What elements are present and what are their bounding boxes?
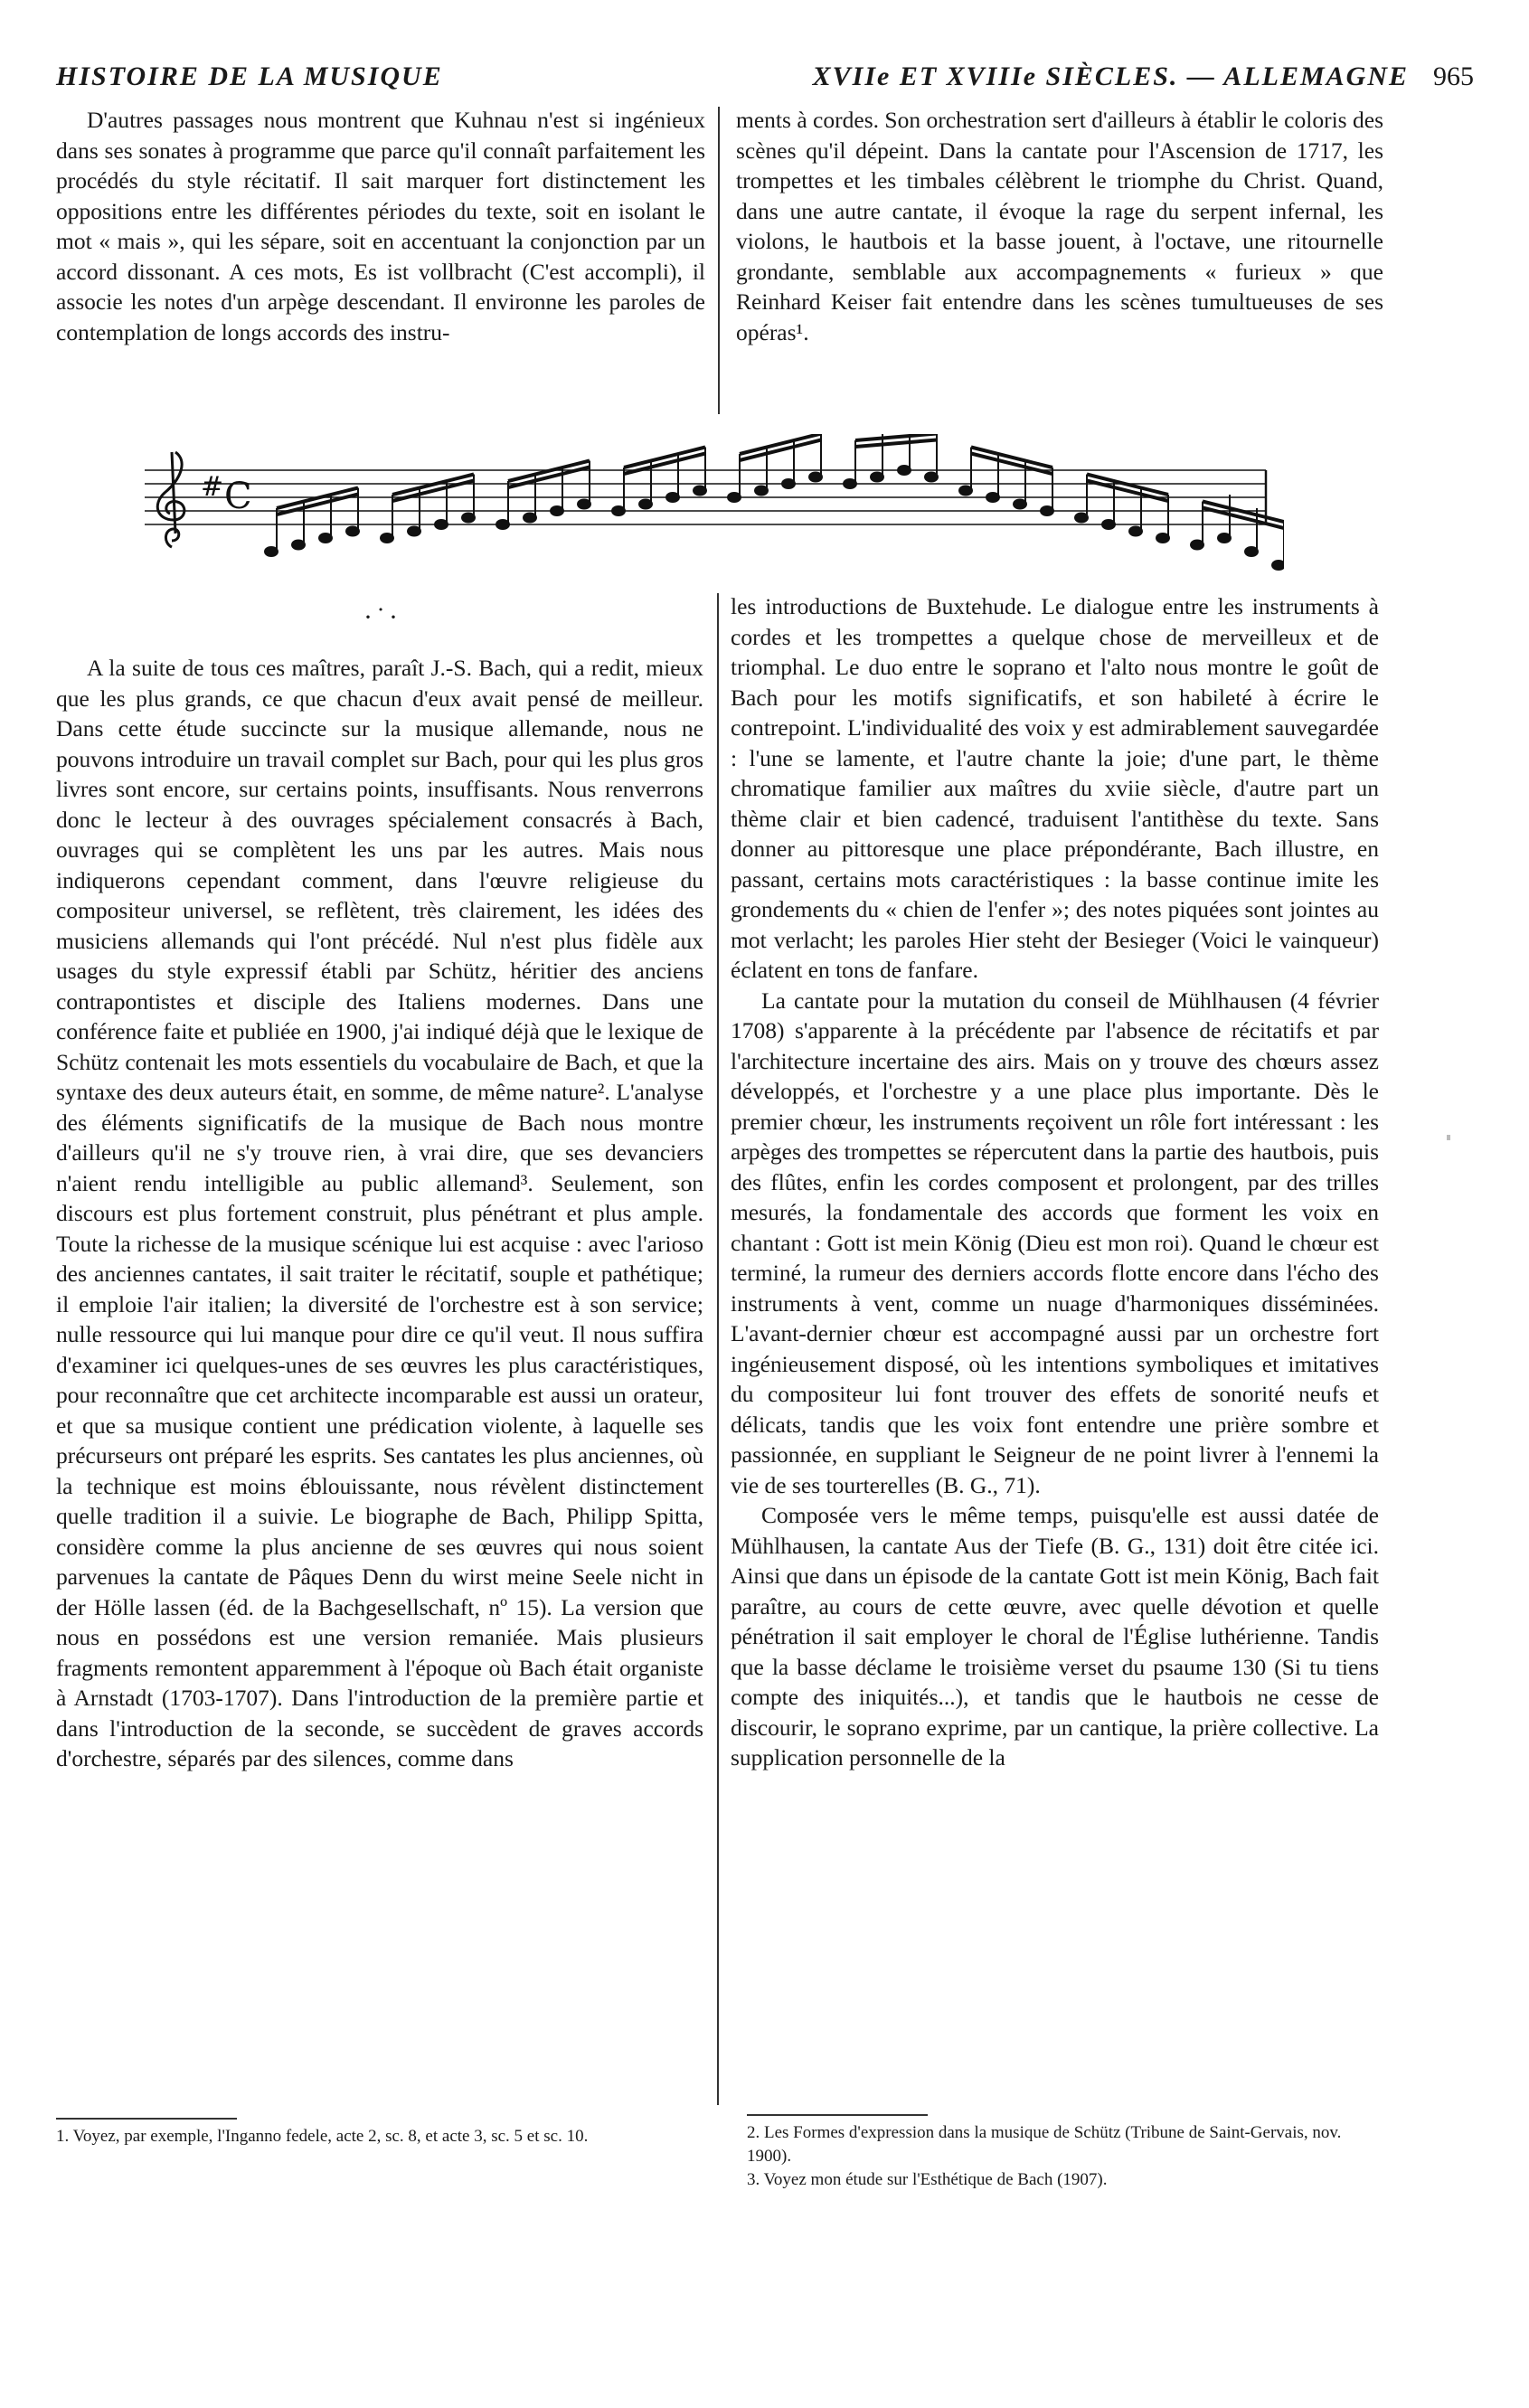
music-note bbox=[1245, 547, 1258, 556]
music-note bbox=[959, 486, 972, 496]
column-right-top bbox=[736, 105, 1383, 347]
column-left-main bbox=[56, 653, 703, 1774]
music-note bbox=[1272, 561, 1284, 570]
section-separator: ·˙· bbox=[363, 602, 401, 632]
column-left-top bbox=[56, 105, 705, 347]
music-note bbox=[1218, 534, 1231, 543]
music-note bbox=[809, 473, 822, 482]
music-note bbox=[728, 493, 741, 502]
music-note bbox=[551, 506, 563, 515]
music-note bbox=[265, 547, 278, 556]
music-note bbox=[462, 514, 475, 523]
music-note bbox=[1129, 527, 1142, 536]
paragraph-aus-der-tiefe: Composée vers le même temps, puisqu'elle est aussi datée de Mühlhausen, la cantate Aus der Tiefe (B. G., 131) doit être citée ici. Ainsi que dans un épisode de la cantate Gott ist mein König, Bach fait paraître, au cours de cette œuvre, avec quelle dévotion et quelle pénétration il sait employer le choral de l'Église luthérienne. Tandis que la basse déclame le troisième verset du psaume 130 (Si tu tiens compte des iniquités...), et tandis que le hautbois ne cesse de discourir, le soprano exprime, par un cantique, la prière collective. La supplication personnelle de la bbox=[731, 1502, 1379, 1771]
music-note bbox=[1156, 534, 1169, 543]
music-note bbox=[524, 514, 536, 523]
music-note bbox=[694, 486, 706, 496]
music-note bbox=[871, 473, 883, 482]
header-title-left: HISTOIRE DE LA MUSIQUE bbox=[56, 61, 443, 91]
music-note bbox=[639, 500, 652, 509]
music-note bbox=[986, 493, 999, 502]
footnote-2: 2. Les Formes d'expression dans la musique de Schütz (Tribune de Saint-Gervais, nov. 1900). bbox=[747, 2123, 1342, 2166]
music-note bbox=[292, 541, 305, 550]
margin-mark bbox=[1447, 1135, 1450, 1140]
column-rule-main bbox=[717, 593, 719, 2105]
footnote-rule-right bbox=[747, 2114, 928, 2116]
music-note bbox=[782, 479, 795, 488]
music-note bbox=[666, 493, 679, 502]
footnote-rule-left bbox=[56, 2118, 237, 2120]
page-number: 965 bbox=[1433, 61, 1474, 91]
music-note bbox=[346, 527, 359, 536]
music-note bbox=[1014, 500, 1026, 509]
music-note bbox=[898, 466, 911, 475]
svg-text:#: # bbox=[201, 471, 224, 503]
column-rule-top bbox=[718, 107, 720, 414]
music-note bbox=[435, 520, 448, 529]
footnote-left bbox=[56, 2125, 703, 2148]
music-note bbox=[1041, 506, 1053, 515]
music-note bbox=[381, 534, 393, 543]
music-note bbox=[925, 473, 938, 482]
svg-text:C: C bbox=[224, 476, 252, 517]
music-note bbox=[612, 506, 625, 515]
music-note bbox=[1075, 514, 1088, 523]
music-note bbox=[578, 500, 590, 509]
paragraph-buxtehude: les introductions de Buxtehude. Le dialogue entre les instruments à cordes et les trompettes a quelque chose de merveilleux et de triomphal. Le duo entre le soprano et l'alto nous montre le goût de Bach pour les motifs significatifs, et son habileté à écrire le contrepoint. L'individualité des voix y est admirablement sauvegardée : l'une se lamente, et l'autre chante la joie; d'une part, le thème chromatique familier aux maîtres du xviie siècle, d'autre part un thème clair et bien cadencé, traduisent l'antithèse du texte. Sans donner au pittoresque une place prépondérante, Bach illustre, en passant, certains mots caractéristiques : la basse continue imite les grondements du « chien de l'enfer »; des notes piquées sont jointes au mot verlacht; les paroles Hier steht der Besieger (Voici le vainqueur) éclatent en tons de fanfare. bbox=[731, 593, 1379, 983]
footnote-right bbox=[747, 2121, 1380, 2192]
music-note bbox=[408, 527, 420, 536]
music-note bbox=[755, 486, 768, 496]
paragraph-kuhnau: D'autres passages nous montrent que Kuhnau n'est si ingénieux dans ses sonates à programme que parce qu'il connaît parfaitement les procédés du style récitatif. Il sait marquer fort distinctement les oppositions entre les différentes périodes du texte, soit en isolant le mot « mais », qui les sépare, soit en accentuant la conjonction par un accord dissonant. A ces mots, Es ist vollbracht (C'est accompli), il associe les notes d'un arpège descendant. Il environne les paroles de contemplation de longs accords des instru- bbox=[56, 107, 705, 345]
paragraph-muhlhausen: La cantate pour la mutation du conseil de Mühlhausen (4 février 1708) s'apparente à la précédente par l'absence de récitatifs et par l'architecture incertaine des airs. Mais on y trouve des chœurs assez développés, et l'orchestre y a une place plus importante. Dès le premier chœur, les instruments reçoivent un rôle fort intéressant : les arpèges des trompettes se répercutent dans la partie des hautbois, puis des flûtes, enfin les cordes composent et prolongent, par des trilles mesurés, la fondamentale des accords que forment les voix en chantant : Gott ist mein König (Dieu est mon roi). Quand le chœur est terminé, la rumeur des derniers accords flotte encore dans l'écho des instruments à vent, comme un nuage d'harmoniques disséminées. L'avant-dernier chœur est accompagné aussi par un orchestre fort ingénieusement disposé, où les intentions symboliques et imitatives du compositeur lui font trouver des effets de sonorité neufs et délicats, tandis que les voix font entendre une prière sombre et passionnée, en suppliant le Seigneur de ne point livrer à l'ennemi la vie de ses tourterelles (B. G., 71). bbox=[731, 987, 1379, 1498]
header-title-right: XVIIe ET XVIIIe SIÈCLES. — ALLEMAGNE bbox=[812, 61, 1409, 91]
music-note bbox=[844, 479, 856, 488]
music-note bbox=[1102, 520, 1115, 529]
column-right-main bbox=[731, 591, 1379, 1773]
treble-clef-icon bbox=[157, 452, 184, 547]
music-example bbox=[145, 434, 1284, 579]
paragraph-bach: A la suite de tous ces maîtres, paraît J.-S. Bach, qui a redit, mieux que les plus grands, ce que chacun d'eux avait pensé de meilleur. Dans cette étude succincte sur la musique allemande, nous ne pouvons introduire un travail complet sur Bach, pour qui les plus gros livres sont encore, sur certains points, insuffisants. Nous renverrons donc le lecteur à des ouvrages spécialement consacrés à Bach, ouvrages qui se complètent les uns par les autres. Mais nous indiquerons cependant comment, dans l'œuvre religieuse du compositeur universel, se reflètent, très clairement, les idées des musiciens allemands qui l'ont précédé. Nul n'est plus fidèle aux usages du style expressif établi par Schütz, héritier des anciens contrapontistes et disciple des Italiens modernes. Dans une conférence faite et publiée en 1900, j'ai indiqué déjà que le lexique de Schütz contenait les mots essentiels du vocabulaire de Bach, et que la syntaxe des deux auteurs était, en somme, de même nature². L'analyse des éléments significatifs de la musique de Bach nous montre d'ailleurs qu'il ne s'y trouve rien, à vrai dire, que ses devanciers n'aient rendu intelligible au public allemand³. Seulement, son discours est plus fortement construit, plus pénétrant et plus ample. Toute la richesse de la musique scénique lui est acquise : avec l'arioso des anciennes cantates, il sait traiter le récitatif, souple et pathétique; il emploie l'air italien; la diversité de l'orchestre est à son service; nulle ressource qui lui manque pour dire ce qu'il veut. Il nous suffira d'examiner ici quelques-unes de ses œuvres les plus caractéristiques, pour reconnaître que cet architecte incomparable est aussi un orateur, et que sa musique contient une prédication violente, à laquelle ses précurseurs ont préparé les esprits. Ses cantates les plus anciennes, où la technique est moins éblouissante, nous révèlent distinctement quelle tradition il a suivie. Le biographe de Bach, Philipp Spitta, considère comme la plus ancienne de ses œuvres qui nous soient parvenues la cantate de Pâques Denn du wirst meine Seele nicht in der Hölle lassen (éd. de la Bachgesellschaft, nº 15). La version que nous en possédons est une version remaniée. Mais plusieurs fragments remontent apparemment à l'époque où Bach était organiste à Arnstadt (1703-1707). Dans l'introduction de la première partie et dans l'introduction de la seconde, se succèdent de graves accords d'orchestre, séparés par des silences, comme dans bbox=[56, 655, 703, 1771]
music-note bbox=[496, 520, 509, 529]
music-note bbox=[1191, 541, 1203, 550]
footnote-1: 1. Voyez, par exemple, l'Inganno fedele, acte 2, sc. 8, et acte 3, sc. 5 et sc. 10. bbox=[56, 2127, 589, 2146]
running-header bbox=[56, 61, 1474, 98]
paragraph-orchestration: ments à cordes. Son orchestration sert d'ailleurs à établir le coloris des scènes qu'il dépeint. Dans la cantate pour l'Ascension de 1717, les trompettes et les timbales célèbrent le triomphe du Christ. Quand, dans une autre cantate, il évoque la rage du serpent infernal, les violons, le hautbois et la basse jouent, à l'octave, une ritournelle grondante, semblable aux accompagnements « furieux » que Reinhard Keiser fait entendre dans les scènes tumultueuses de ses opéras¹. bbox=[736, 107, 1383, 345]
music-note bbox=[319, 534, 332, 543]
footnote-3: 3. Voyez mon étude sur l'Esthétique de Bach (1907). bbox=[747, 2170, 1108, 2189]
